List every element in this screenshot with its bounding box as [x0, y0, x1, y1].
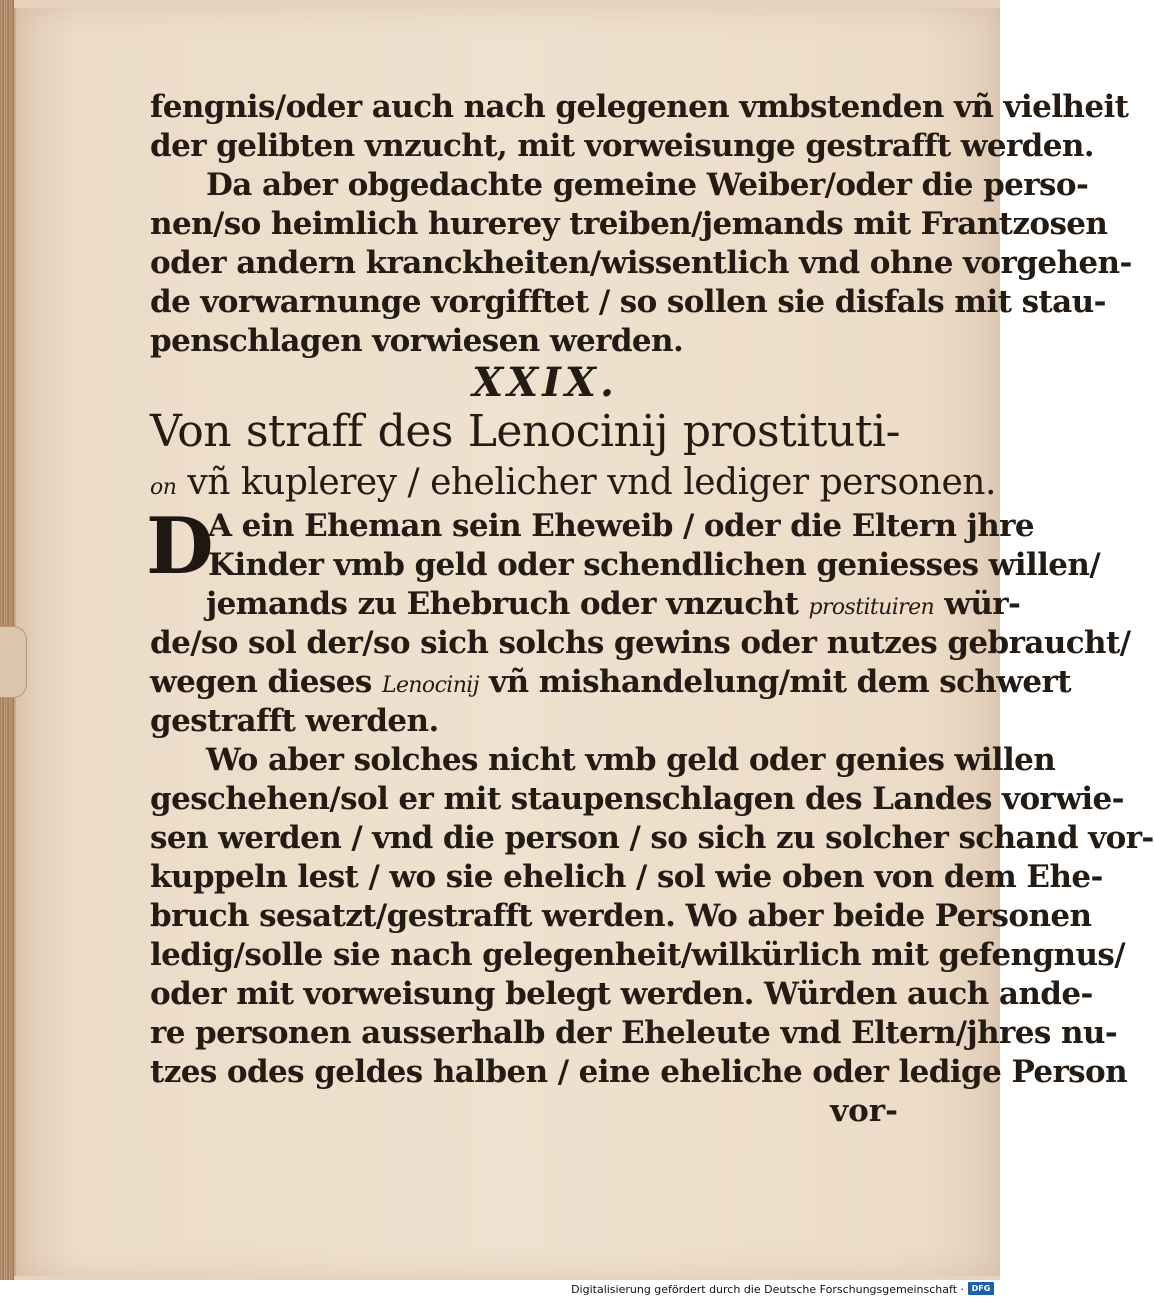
- chapter-title-latin: on: [150, 475, 177, 500]
- text-line: [150, 663, 1071, 702]
- funding-credit: Digitalisierung gefördert durch die Deutsche Forschungsgemeinschaft ·: [571, 1283, 964, 1296]
- text-line: de vorwarnunge vorgifftet / so sollen sie disfals mit stau-: [150, 284, 1106, 320]
- text-line: oder mit vorweisung belegt werden. Würden auch ande-: [150, 976, 1093, 1012]
- latin-word: Lenocinij: [381, 673, 479, 698]
- dfg-logo: DFG: [968, 1282, 994, 1295]
- latin-word: prostituiren: [808, 595, 935, 620]
- text-line: oder andern kranckheiten/wissentlich vnd ohne vorgehen-: [150, 245, 1132, 281]
- chapter-number: XXIX.: [472, 359, 618, 406]
- text-line: tzes odes geldes halben / eine eheliche oder ledige Person: [150, 1054, 1128, 1090]
- chapter-title-line: [150, 459, 996, 507]
- paragraph-with-initial: [146, 501, 1101, 592]
- chapter-title-text: vñ kuplerey / ehelicher vnd lediger personen.: [176, 462, 996, 503]
- text-line: nen/so heimlich hurerey treiben/jemands mit Frantzosen: [150, 206, 1108, 242]
- text-line: Da aber obgedachte gemeine Weiber/oder die perso-: [206, 167, 1089, 203]
- text-line: penschlagen vorwiesen werden.: [150, 323, 684, 359]
- text-line: sen werden / vnd die person / so sich zu solcher schand vor-: [150, 820, 1154, 856]
- text-line: geschehen/sol er mit staupenschlagen des Landes vorwie-: [150, 781, 1124, 817]
- chapter-title-line: Von straff des Lenocinij prostituti-: [150, 406, 900, 457]
- text-segment: wür-: [934, 586, 1021, 622]
- text-line: kuppeln lest / wo sie ehelich / sol wie oben von dem Ehe-: [150, 859, 1103, 895]
- text-line: de/so sol der/so sich solchs gewins oder nutzes gebraucht/: [150, 625, 1131, 661]
- text-line: re personen ausserhalb der Eheleute vnd Eltern/jhres nu-: [150, 1015, 1118, 1051]
- text-line: Wo aber solches nicht vmb geld oder genies willen: [206, 742, 1056, 778]
- text-line: A ein Eheman sein Eheweib / oder die Eltern jhre: [208, 508, 1035, 544]
- page-text: [146, 88, 1154, 1131]
- catchword: vor-: [830, 1093, 898, 1129]
- text-line: ledig/solle sie nach gelegenheit/wilkürlich mit gefengnus/: [150, 937, 1126, 973]
- text-line: Kinder vmb geld oder schendlichen geniesses willen/: [208, 547, 1101, 583]
- text-line: gestrafft werden.: [150, 703, 439, 739]
- text-segment: wegen dieses: [150, 664, 382, 700]
- text-line: der gelibten vnzucht, mit vorweisunge gestrafft werden.: [150, 128, 1094, 164]
- decorated-initial: D: [146, 501, 214, 592]
- book-clasp: [0, 626, 27, 698]
- text-line: [150, 585, 1021, 624]
- text-segment: jemands zu Ehebruch oder vnzucht: [206, 586, 809, 622]
- text-segment: vñ mishandelung/mit dem schwert: [478, 664, 1071, 700]
- text-line: bruch sesatzt/gestrafft werden. Wo aber beide Personen: [150, 898, 1092, 934]
- text-line: fengnis/oder auch nach gelegenen vmbstenden vñ vielheit: [150, 89, 1129, 125]
